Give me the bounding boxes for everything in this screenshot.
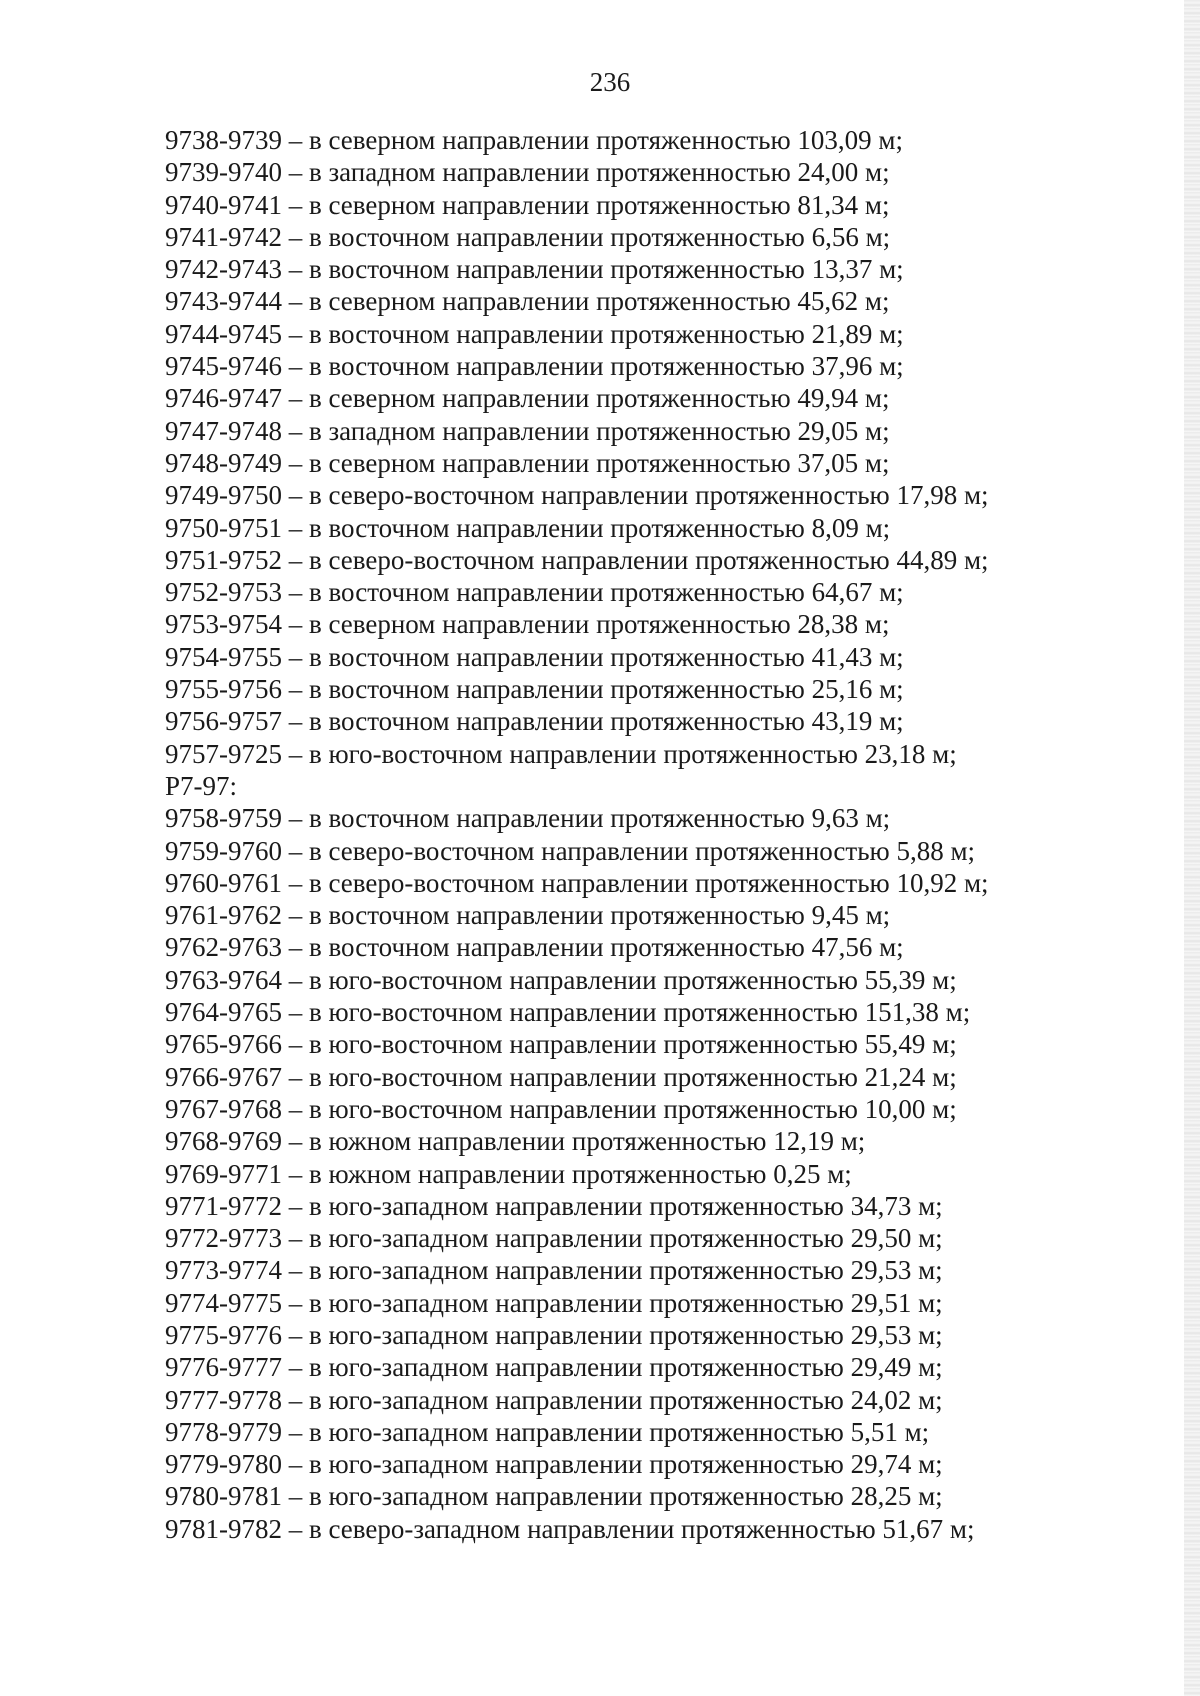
boundary-segment-line: 9768-9769 – в южном направлении протяженностью 12,19 м; — [165, 1126, 866, 1157]
boundary-segment-line: 9779-9780 – в юго-западном направлении протяженностью 29,74 м; — [165, 1449, 943, 1480]
boundary-segment-line: 9763-9764 – в юго-восточном направлении протяженностью 55,39 м; — [165, 964, 957, 995]
boundary-segment-line: 9774-9775 – в юго-западном направлении протяженностью 29,51 м; — [165, 1287, 943, 1318]
boundary-segment-line: 9750-9751 – в восточном направлении протяженностью 8,09 м; — [165, 512, 891, 543]
boundary-segment-line: 9739-9740 – в западном направлении протяженностью 24,00 м; — [165, 157, 890, 188]
boundary-segment-line: 9748-9749 – в северном направлении протяженностью 37,05 м; — [165, 447, 890, 478]
boundary-segment-line: 9759-9760 – в северо-восточном направлении протяженностью 5,88 м; — [165, 835, 976, 866]
boundary-segment-line: 9751-9752 – в северо-восточном направлении протяженностью 44,89 м; — [165, 544, 989, 575]
boundary-segment-line: 9772-9773 – в юго-западном направлении протяженностью 29,50 м; — [165, 1223, 943, 1254]
page-number: 236 — [589, 67, 631, 97]
boundary-segment-line: 9765-9766 – в юго-восточном направлении протяженностью 55,49 м; — [165, 1029, 957, 1060]
boundary-segment-line: 9753-9754 – в северном направлении протяженностью 28,38 м; — [165, 609, 890, 640]
boundary-segment-line: 9762-9763 – в восточном направлении протяженностью 47,56 м; — [165, 932, 904, 963]
boundary-segment-line: 9775-9776 – в юго-западном направлении протяженностью 29,53 м; — [165, 1319, 943, 1350]
boundary-segment-line: 9755-9756 – в восточном направлении протяженностью 25,16 м; — [165, 674, 904, 705]
boundary-segment-line: 9743-9744 – в северном направлении протяженностью 45,62 м; — [165, 286, 890, 317]
boundary-segment-line: 9754-9755 – в восточном направлении протяженностью 41,43 м; — [165, 641, 904, 672]
boundary-segment-line: 9771-9772 – в юго-западном направлении протяженностью 34,73 м; — [165, 1190, 943, 1221]
boundary-segment-line: 9776-9777 – в юго-западном направлении протяженностью 29,49 м; — [165, 1352, 943, 1383]
boundary-segment-line: 9745-9746 – в восточном направлении протяженностью 37,96 м; — [165, 351, 904, 382]
section-heading: Р7-97: — [165, 770, 238, 801]
boundary-segment-line: 9766-9767 – в юго-восточном направлении протяженностью 21,24 м; — [165, 1061, 957, 1092]
boundary-segment-line: 9758-9759 – в восточном направлении протяженностью 9,63 м; — [165, 803, 891, 834]
boundary-segment-line: 9760-9761 – в северо-восточном направлении протяженностью 10,92 м; — [165, 867, 989, 898]
boundary-segment-line: 9741-9742 – в восточном направлении протяженностью 6,56 м; — [165, 221, 891, 252]
boundary-segment-line: 9761-9762 – в восточном направлении протяженностью 9,45 м; — [165, 900, 891, 931]
boundary-segment-line: 9769-9771 – в южном направлении протяженностью 0,25 м; — [165, 1158, 852, 1189]
boundary-segment-line: 9773-9774 – в юго-западном направлении протяженностью 29,53 м; — [165, 1255, 943, 1286]
boundary-segment-line: 9764-9765 – в юго-восточном направлении протяженностью 151,38 м; — [165, 997, 971, 1028]
boundary-description-list — [165, 124, 1165, 1545]
boundary-segment-line: 9767-9768 – в юго-восточном направлении протяженностью 10,00 м; — [165, 1093, 957, 1124]
boundary-segment-line: 9752-9753 – в восточном направлении протяженностью 64,67 м; — [165, 577, 904, 608]
boundary-segment-line: 9749-9750 – в северо-восточном направлении протяженностью 17,98 м; — [165, 480, 989, 511]
boundary-segment-line: 9757-9725 – в юго-восточном направлении протяженностью 23,18 м; — [165, 738, 957, 769]
boundary-segment-line: 9756-9757 – в восточном направлении протяженностью 43,19 м; — [165, 706, 904, 737]
boundary-segment-line: 9746-9747 – в северном направлении протяженностью 49,94 м; — [165, 383, 890, 414]
boundary-segment-line: 9780-9781 – в юго-западном направлении протяженностью 28,25 м; — [165, 1481, 943, 1512]
boundary-segment-line: 9738-9739 – в северном направлении протяженностью 103,09 м; — [165, 125, 904, 155]
boundary-segment-line: 9747-9748 – в западном направлении протяженностью 29,05 м; — [165, 415, 890, 446]
scan-edge-shadow — [1184, 0, 1200, 1696]
boundary-segment-line: 9742-9743 – в восточном направлении протяженностью 13,37 м; — [165, 254, 904, 285]
boundary-segment-line: 9740-9741 – в северном направлении протяженностью 81,34 м; — [165, 189, 890, 220]
boundary-segment-line: 9777-9778 – в юго-западном направлении протяженностью 24,02 м; — [165, 1384, 943, 1415]
boundary-segment-line: 9744-9745 – в восточном направлении протяженностью 21,89 м; — [165, 318, 904, 349]
boundary-segment-line: 9778-9779 – в юго-западном направлении протяженностью 5,51 м; — [165, 1416, 930, 1447]
boundary-segment-line: 9781-9782 – в северо-западном направлении протяженностью 51,67 м; — [165, 1513, 975, 1544]
